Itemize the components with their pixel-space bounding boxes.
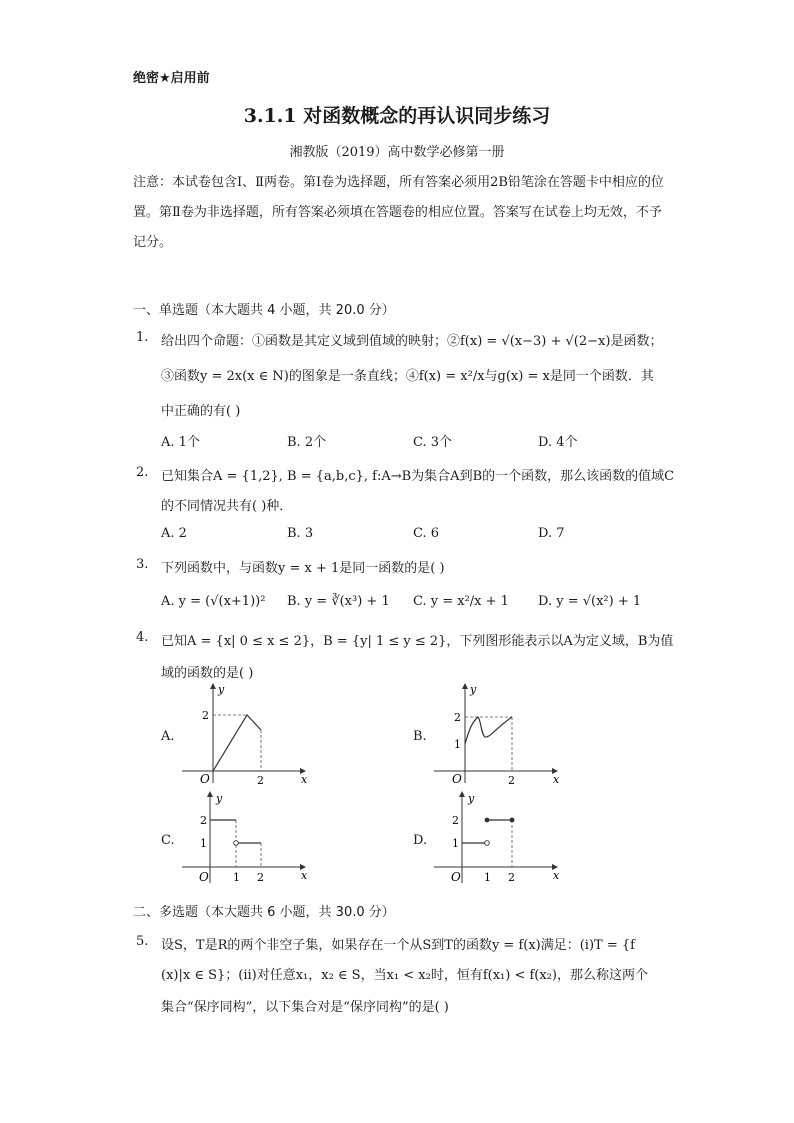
graph-d (432, 788, 567, 888)
question-5-line-3: 集合“保序同构”，以下集合对是“保序同构”的是( ) (161, 1000, 449, 1015)
x-tick-2-label: 2 (257, 871, 264, 884)
x-tick-1-label: 1 (233, 871, 240, 884)
question-4-option-b[interactable]: B. (413, 729, 427, 744)
x-tick-2-label: 2 (508, 871, 515, 884)
y-tick-top-label: 2 (454, 711, 461, 724)
origin-label: O (199, 870, 209, 884)
question-3-option-d[interactable]: D. y = √(x²) + 1 (538, 594, 642, 609)
y-label: y (468, 792, 475, 805)
curve (213, 715, 261, 771)
question-4-option-a[interactable]: A. (161, 729, 175, 744)
question-1-option-b[interactable]: B. 2个 (287, 435, 327, 450)
open-point (234, 841, 239, 846)
y-label: y (216, 792, 223, 805)
y-tick-top-label: 2 (452, 814, 459, 827)
question-2-option-a[interactable]: A. 2 (161, 526, 187, 541)
graph-a (180, 680, 315, 784)
question-2-option-d[interactable]: D. 7 (538, 526, 565, 541)
y-tick-top-label: 2 (200, 814, 207, 827)
origin-label: O (200, 772, 210, 784)
x-label: x (301, 869, 308, 882)
question-2-line-1: 已知集合A = {1,2}, B = {a,b,c}, f:A→B为集合A到B的一个函数，那么该函数的值域C (161, 469, 675, 484)
x-label: x (553, 773, 560, 784)
question-1-number: 1. (136, 330, 149, 345)
y-tick-low-label: 1 (452, 837, 459, 850)
graph-b (432, 680, 567, 784)
y-tick-low-label: 1 (200, 837, 207, 850)
question-2-number: 2. (136, 465, 149, 480)
question-3-line-1: 下列函数中，与函数y = x + 1是同一函数的是( ) (161, 561, 445, 576)
question-3-option-a[interactable]: A. y = (√(x+1))² (161, 594, 266, 609)
x-tick-label: 2 (257, 774, 264, 784)
question-5-line-2: (x)|x ∈ S}；(ⅱ)对任意x₁，x₂ ∈ S，当x₁ < x₂时，恒有f(x₁) < f(x₂)，那么称这两个 (161, 968, 648, 983)
origin-label: O (452, 772, 462, 784)
question-4-option-c[interactable]: C. (161, 833, 175, 848)
question-3-option-c[interactable]: C. y = x²/x + 1 (413, 594, 509, 609)
y-label: y (218, 683, 225, 696)
question-1-option-d[interactable]: D. 4个 (538, 435, 578, 450)
question-1-option-a[interactable]: A. 1个 (161, 435, 200, 450)
curve (465, 717, 512, 744)
question-4-line-1: 已知A = {x| 0 ≤ x ≤ 2}，B = {y| 1 ≤ y ≤ 2}，下列图形能表示以A为定义域，B为值 (161, 634, 674, 649)
closed-point-right (510, 818, 515, 823)
origin-label: O (451, 870, 461, 884)
x-label: x (301, 773, 308, 784)
section-2-title: 二、多选题（本大题共 6 小题，共 30.0 分） (133, 905, 395, 920)
question-4-number: 4. (136, 630, 149, 645)
x-label: x (553, 869, 560, 882)
y-tick-low-label: 1 (454, 738, 461, 751)
question-1-line-2: ③函数y = 2x(x ∈ N)的图象是一条直线；④f(x) = x²/x与g(x) = x是同一个函数．其 (161, 369, 654, 384)
graph-c (180, 788, 315, 888)
open-point (485, 841, 490, 846)
y-label: y (470, 683, 477, 696)
question-5-number: 5. (136, 934, 149, 949)
closed-point-left (485, 818, 490, 823)
question-2-line-2: 的不同情况共有( )种． (161, 499, 293, 514)
secret-label: 绝密★启用前 (133, 71, 210, 86)
question-2-option-b[interactable]: B. 3 (287, 526, 314, 541)
question-3-number: 3. (136, 557, 149, 572)
question-1-line-1: 给出四个命题：①函数是其定义域到值域的映射；②f(x) = √(x−3) + √(2−x)是函数； (161, 334, 663, 349)
page-title: 3.1.1 对函数概念的再认识同步练习 (243, 105, 551, 127)
question-2-option-c[interactable]: C. 6 (413, 526, 440, 541)
page-subtitle: 湘教版（2019）高中数学必修第一册 (289, 145, 505, 160)
question-4-option-d[interactable]: D. (413, 833, 428, 848)
section-1-title: 一、单选题（本大题共 4 小题，共 20.0 分） (133, 303, 395, 318)
x-tick-1-label: 1 (484, 871, 491, 884)
question-4-line-2: 域的函数的是( ) (161, 666, 254, 681)
question-1-option-c[interactable]: C. 3个 (413, 435, 453, 450)
x-tick-label: 2 (508, 774, 515, 784)
question-1-line-3: 中正确的有( ) (161, 404, 241, 419)
question-5-line-1: 设S，T是R的两个非空子集，如果存在一个从S到T的函数y = f(x)满足：(ⅰ)T = {f (161, 938, 635, 953)
question-3-option-b[interactable]: B. y = ∛(x³) + 1 (287, 594, 390, 609)
y-tick-label: 2 (202, 709, 209, 722)
exam-notice: 注意：本试卷包含Ⅰ、Ⅱ两卷。第Ⅰ卷为选择题，所有答案必须用2B铅笔涂在答题卡中相应的位置。第Ⅱ卷为非选择题，所有答案必须填在答题卷的相应位置。答案写在试卷上均无效，不予记分。 (133, 175, 664, 250)
